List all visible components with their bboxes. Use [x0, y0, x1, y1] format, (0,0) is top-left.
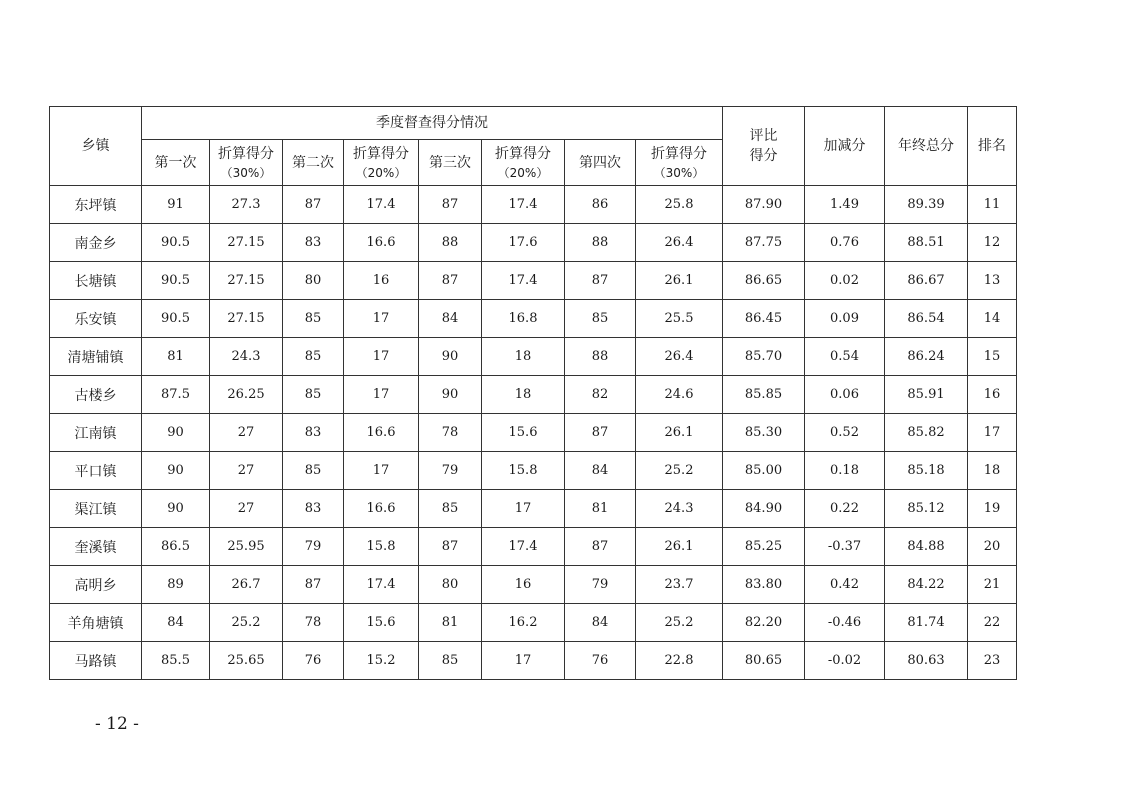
cell-q1: 90.5	[142, 300, 210, 338]
cell-total: 80.63	[885, 642, 968, 680]
cell-q3-converted: 16.2	[482, 604, 565, 642]
cell-eval-score: 84.90	[723, 490, 805, 528]
table-row	[50, 566, 1017, 604]
table-row	[50, 642, 1017, 680]
cell-eval-score: 87.75	[723, 224, 805, 262]
cell-q1: 90	[142, 490, 210, 528]
header-q3-converted: 折算得分 （20%）	[482, 140, 565, 186]
cell-q4: 82	[565, 376, 636, 414]
cell-q4-converted: 26.1	[636, 528, 723, 566]
cell-total: 81.74	[885, 604, 968, 642]
cell-q3-converted: 17	[482, 642, 565, 680]
cell-q3-converted: 17.4	[482, 528, 565, 566]
cell-q2: 85	[283, 376, 344, 414]
cell-eval-score: 85.25	[723, 528, 805, 566]
cell-q3: 78	[419, 414, 482, 452]
cell-q1: 85.5	[142, 642, 210, 680]
cell-adjust: 0.76	[805, 224, 885, 262]
cell-q3-converted: 16.8	[482, 300, 565, 338]
cell-total: 85.82	[885, 414, 968, 452]
cell-q3: 90	[419, 376, 482, 414]
cell-town: 清塘铺镇	[50, 338, 142, 376]
cell-q4: 87	[565, 262, 636, 300]
cell-q1-converted: 25.65	[210, 642, 283, 680]
table-row	[50, 338, 1017, 376]
cell-eval-score: 87.90	[723, 186, 805, 224]
cell-rank: 11	[968, 186, 1017, 224]
cell-total: 89.39	[885, 186, 968, 224]
cell-q1: 90.5	[142, 224, 210, 262]
cell-q2-converted: 17	[344, 452, 419, 490]
cell-total: 86.24	[885, 338, 968, 376]
cell-q4: 79	[565, 566, 636, 604]
cell-q2-converted: 16.6	[344, 224, 419, 262]
cell-q4: 84	[565, 604, 636, 642]
cell-q3-converted: 18	[482, 376, 565, 414]
table-body	[50, 186, 1017, 680]
header-town: 乡镇	[50, 107, 142, 186]
cell-q1-converted: 27	[210, 414, 283, 452]
cell-eval-score: 82.20	[723, 604, 805, 642]
cell-adjust: -0.46	[805, 604, 885, 642]
cell-rank: 15	[968, 338, 1017, 376]
header-q4-converted: 折算得分 （30%）	[636, 140, 723, 186]
header-q2: 第二次	[283, 140, 344, 186]
cell-q1-converted: 27.15	[210, 224, 283, 262]
cell-adjust: -0.02	[805, 642, 885, 680]
cell-q3: 87	[419, 186, 482, 224]
cell-total: 85.12	[885, 490, 968, 528]
cell-q1-converted: 27.15	[210, 262, 283, 300]
cell-q4: 76	[565, 642, 636, 680]
cell-q3: 81	[419, 604, 482, 642]
score-table	[49, 106, 1017, 680]
cell-total: 84.88	[885, 528, 968, 566]
table-row	[50, 452, 1017, 490]
cell-q1: 86.5	[142, 528, 210, 566]
cell-q2: 83	[283, 490, 344, 528]
cell-rank: 22	[968, 604, 1017, 642]
cell-town: 羊角塘镇	[50, 604, 142, 642]
cell-q3: 88	[419, 224, 482, 262]
cell-q4: 86	[565, 186, 636, 224]
cell-total: 85.18	[885, 452, 968, 490]
cell-rank: 12	[968, 224, 1017, 262]
cell-q1-converted: 27	[210, 490, 283, 528]
header-q4: 第四次	[565, 140, 636, 186]
header-q1: 第一次	[142, 140, 210, 186]
header-q2-converted: 折算得分 （20%）	[344, 140, 419, 186]
table-row	[50, 604, 1017, 642]
cell-q3-converted: 15.6	[482, 414, 565, 452]
cell-q2-converted: 17.4	[344, 566, 419, 604]
cell-rank: 16	[968, 376, 1017, 414]
cell-q2: 85	[283, 452, 344, 490]
cell-q3-converted: 15.8	[482, 452, 565, 490]
cell-q1: 89	[142, 566, 210, 604]
cell-total: 86.54	[885, 300, 968, 338]
cell-rank: 18	[968, 452, 1017, 490]
cell-q2-converted: 15.8	[344, 528, 419, 566]
header-quarterly-group: 季度督查得分情况	[142, 107, 723, 140]
cell-q1: 91	[142, 186, 210, 224]
cell-q2: 85	[283, 338, 344, 376]
cell-eval-score: 85.70	[723, 338, 805, 376]
header-rank: 排名	[968, 107, 1017, 186]
header-q1-converted: 折算得分 （30%）	[210, 140, 283, 186]
cell-adjust: 0.52	[805, 414, 885, 452]
cell-q4-converted: 25.2	[636, 604, 723, 642]
cell-q4-converted: 23.7	[636, 566, 723, 604]
cell-q4-converted: 22.8	[636, 642, 723, 680]
cell-q3-converted: 17.6	[482, 224, 565, 262]
table-row	[50, 262, 1017, 300]
cell-town: 渠江镇	[50, 490, 142, 528]
page-number: - 12 -	[95, 714, 139, 734]
cell-q3: 84	[419, 300, 482, 338]
cell-adjust: 1.49	[805, 186, 885, 224]
cell-town: 古楼乡	[50, 376, 142, 414]
cell-q4: 87	[565, 414, 636, 452]
cell-q4-converted: 26.4	[636, 338, 723, 376]
cell-q2-converted: 15.2	[344, 642, 419, 680]
cell-town: 东坪镇	[50, 186, 142, 224]
cell-town: 江南镇	[50, 414, 142, 452]
cell-town: 高明乡	[50, 566, 142, 604]
cell-q2: 83	[283, 414, 344, 452]
table-row	[50, 300, 1017, 338]
cell-q1-converted: 27.3	[210, 186, 283, 224]
cell-town: 奎溪镇	[50, 528, 142, 566]
cell-q1-converted: 25.2	[210, 604, 283, 642]
table-row	[50, 490, 1017, 528]
cell-q2: 78	[283, 604, 344, 642]
cell-town: 乐安镇	[50, 300, 142, 338]
cell-q1-converted: 24.3	[210, 338, 283, 376]
cell-q2: 87	[283, 566, 344, 604]
cell-rank: 19	[968, 490, 1017, 528]
cell-q2: 85	[283, 300, 344, 338]
cell-q1: 87.5	[142, 376, 210, 414]
cell-q4-converted: 25.8	[636, 186, 723, 224]
cell-q2-converted: 16	[344, 262, 419, 300]
cell-q3: 85	[419, 642, 482, 680]
cell-q2: 83	[283, 224, 344, 262]
cell-q4: 81	[565, 490, 636, 528]
cell-q2-converted: 17	[344, 376, 419, 414]
cell-q4: 88	[565, 338, 636, 376]
cell-q4-converted: 24.6	[636, 376, 723, 414]
cell-q4-converted: 26.4	[636, 224, 723, 262]
cell-total: 88.51	[885, 224, 968, 262]
cell-q3: 79	[419, 452, 482, 490]
table-row	[50, 414, 1017, 452]
cell-q4-converted: 25.5	[636, 300, 723, 338]
cell-eval-score: 85.00	[723, 452, 805, 490]
cell-q2: 87	[283, 186, 344, 224]
cell-adjust: 0.42	[805, 566, 885, 604]
cell-q2-converted: 16.6	[344, 414, 419, 452]
cell-eval-score: 85.30	[723, 414, 805, 452]
cell-rank: 21	[968, 566, 1017, 604]
cell-eval-score: 80.65	[723, 642, 805, 680]
cell-q1: 90	[142, 414, 210, 452]
cell-q3: 80	[419, 566, 482, 604]
header-total: 年终总分	[885, 107, 968, 186]
cell-q1-converted: 27.15	[210, 300, 283, 338]
cell-q3-converted: 17.4	[482, 186, 565, 224]
cell-adjust: 0.18	[805, 452, 885, 490]
cell-q1-converted: 27	[210, 452, 283, 490]
table-row	[50, 186, 1017, 224]
cell-q4-converted: 26.1	[636, 414, 723, 452]
cell-q2: 80	[283, 262, 344, 300]
cell-q3: 90	[419, 338, 482, 376]
cell-q3-converted: 17.4	[482, 262, 565, 300]
cell-q1: 90	[142, 452, 210, 490]
cell-rank: 20	[968, 528, 1017, 566]
cell-q3-converted: 17	[482, 490, 565, 528]
cell-q1: 81	[142, 338, 210, 376]
cell-q3: 85	[419, 490, 482, 528]
cell-q3: 87	[419, 528, 482, 566]
cell-q3-converted: 16	[482, 566, 565, 604]
cell-q4: 88	[565, 224, 636, 262]
table-row	[50, 224, 1017, 262]
cell-rank: 23	[968, 642, 1017, 680]
cell-q2-converted: 17	[344, 300, 419, 338]
cell-eval-score: 86.45	[723, 300, 805, 338]
cell-adjust: 0.02	[805, 262, 885, 300]
cell-q4: 85	[565, 300, 636, 338]
table-row	[50, 376, 1017, 414]
header-q3: 第三次	[419, 140, 482, 186]
cell-rank: 13	[968, 262, 1017, 300]
cell-total: 86.67	[885, 262, 968, 300]
cell-q1-converted: 26.25	[210, 376, 283, 414]
cell-q2: 79	[283, 528, 344, 566]
cell-total: 84.22	[885, 566, 968, 604]
cell-q2-converted: 16.6	[344, 490, 419, 528]
cell-rank: 17	[968, 414, 1017, 452]
cell-town: 南金乡	[50, 224, 142, 262]
cell-adjust: -0.37	[805, 528, 885, 566]
cell-q4: 87	[565, 528, 636, 566]
cell-eval-score: 85.85	[723, 376, 805, 414]
cell-q2-converted: 15.6	[344, 604, 419, 642]
cell-town: 马路镇	[50, 642, 142, 680]
cell-q4: 84	[565, 452, 636, 490]
cell-town: 平口镇	[50, 452, 142, 490]
header-eval-score: 评比 得分	[723, 107, 805, 186]
cell-q1-converted: 25.95	[210, 528, 283, 566]
cell-q1: 84	[142, 604, 210, 642]
cell-adjust: 0.09	[805, 300, 885, 338]
header-row-top	[50, 107, 1017, 140]
cell-adjust: 0.54	[805, 338, 885, 376]
cell-q4-converted: 25.2	[636, 452, 723, 490]
header-adjust: 加减分	[805, 107, 885, 186]
cell-q2-converted: 17	[344, 338, 419, 376]
cell-q1: 90.5	[142, 262, 210, 300]
cell-q4-converted: 24.3	[636, 490, 723, 528]
cell-q2: 76	[283, 642, 344, 680]
cell-adjust: 0.06	[805, 376, 885, 414]
cell-q4-converted: 26.1	[636, 262, 723, 300]
cell-eval-score: 86.65	[723, 262, 805, 300]
cell-q1-converted: 26.7	[210, 566, 283, 604]
cell-adjust: 0.22	[805, 490, 885, 528]
cell-town: 长塘镇	[50, 262, 142, 300]
table-row	[50, 528, 1017, 566]
cell-q3: 87	[419, 262, 482, 300]
cell-q3-converted: 18	[482, 338, 565, 376]
cell-rank: 14	[968, 300, 1017, 338]
cell-eval-score: 83.80	[723, 566, 805, 604]
cell-q2-converted: 17.4	[344, 186, 419, 224]
cell-total: 85.91	[885, 376, 968, 414]
